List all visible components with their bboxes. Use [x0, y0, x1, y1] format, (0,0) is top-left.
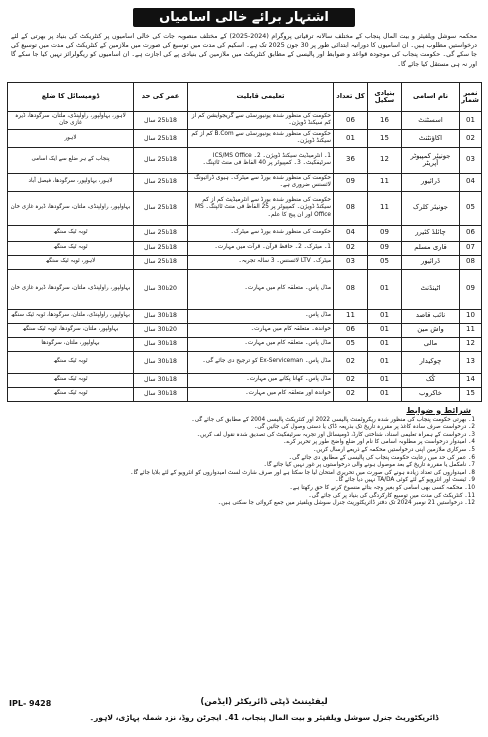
cell-serial: 15: [460, 387, 482, 401]
cell-domicile: ٹوبہ ٹیک سنگھ: [8, 387, 134, 401]
vacancies-table: [7, 82, 482, 402]
cell-count: 36: [334, 147, 368, 173]
cell-post: اسسٹنٹ: [402, 112, 460, 130]
cell-age: 18تا25 سال: [134, 173, 188, 191]
cell-count: 02: [334, 241, 368, 255]
table-row: [8, 129, 482, 147]
cell-age: 18تا25 سال: [134, 129, 188, 147]
cell-qualification: مڈل پاس۔ متعلقہ کام میں مہارت۔: [188, 269, 334, 309]
cell-serial: 04: [460, 173, 482, 191]
cell-serial: 05: [460, 191, 482, 225]
cell-post: اکاؤنٹنٹ: [402, 129, 460, 147]
cell-serial: 13: [460, 351, 482, 373]
office-address: ڈائریکٹوریٹ جنرل سوشل ویلفیئر و بیت المال پنجاب، 41۔ ایجرٹن روڈ، نزد شملہ پہاڑی، لاہور۔: [89, 713, 439, 722]
cell-domicile: ٹوبہ ٹیک سنگھ: [8, 351, 134, 373]
cell-domicile: ٹوبہ ٹیک سنگھ: [8, 225, 134, 241]
cell-qualification: 1۔ انٹرمیڈیٹ سیکنڈ ڈویژن۔ 2۔ ICS/MS Office سرٹیفکیٹ۔ 3۔ کمپیوٹر پر 40 الفاظ فی منٹ ٹائپنگ۔: [188, 147, 334, 173]
cell-qualification: 1۔ میٹرک۔ 2۔ حافظ قرآن۔ قرآت میں مہارت۔: [188, 241, 334, 255]
cell-age: 20تا30 سال: [134, 323, 188, 337]
header-count: کل تعداد: [334, 83, 368, 112]
cell-domicile: لاہور: [8, 129, 134, 147]
header-post: نام اسامی: [402, 83, 460, 112]
cell-count: 03: [334, 255, 368, 269]
cell-age: 18تا30 سال: [134, 309, 188, 323]
table-row: [8, 351, 482, 373]
cell-qualification: خواندہ۔ متعلقہ کام میں مہارت۔: [188, 323, 334, 337]
cell-count: 11: [334, 309, 368, 323]
cell-post: نائب قاصد: [402, 309, 460, 323]
term-item: 9۔ ٹیسٹ اور انٹرویو کے لئے کوئی TA/DA نہیں دیا جائے گا۔: [335, 477, 475, 484]
header-scale: بنیادی سکیل: [368, 83, 402, 112]
signatory-title: لیفٹیننٹ ڈپٹی ڈائریکٹر (ایڈمن): [200, 697, 328, 707]
cell-count: 04: [334, 225, 368, 241]
cell-domicile: لاہور، بہاولپور، سرگودھا، فیصل آباد: [8, 173, 134, 191]
cell-qualification: حکومت کی منظور شدہ یونیورسٹی سے B.Com کم از کم سیکنڈ ڈویژن۔: [188, 129, 334, 147]
table-header-row: [8, 83, 482, 112]
cell-post: جونیئر کمپیوٹر آپریٹر: [402, 147, 460, 173]
cell-age: 18تا25 سال: [134, 112, 188, 130]
cell-domicile: پنجاب کے ہر ضلع سے ایک اسامی: [8, 147, 134, 173]
cell-serial: 03: [460, 147, 482, 173]
cell-count: 08: [334, 269, 368, 309]
cell-qualification: حکومت کی منظور شدہ بورڈ سے میٹرک۔ ہیوی ڈرائیونگ لائسنس ضروری ہے۔: [188, 173, 334, 191]
cell-post: جونیئر کلرک: [402, 191, 460, 225]
cell-scale: 01: [368, 337, 402, 351]
cell-qualification: مڈل پاس۔ کھانا پکانے میں مہارت۔: [188, 373, 334, 387]
title-banner: [7, 6, 481, 28]
cell-serial: 11: [460, 323, 482, 337]
table-row: [8, 147, 482, 173]
cell-qualification: حکومت کی منظور شدہ یونیورسٹی سے گریجوایشن کم از کم سیکنڈ ڈویژن۔: [188, 112, 334, 130]
table-row: [8, 309, 482, 323]
cell-count: 01: [334, 129, 368, 147]
header-qualification: تعلیمی قابلیت: [188, 83, 334, 112]
cell-count: 09: [334, 173, 368, 191]
cell-post: قاری مسلم: [402, 241, 460, 255]
cell-post: واش مین: [402, 323, 460, 337]
cell-domicile: لاہور، ٹوبہ ٹیک سنگھ: [8, 255, 134, 269]
page-title: اشتہار برائے خالی اسامیاں: [133, 8, 355, 27]
cell-scale: 01: [368, 351, 402, 373]
cell-domicile: بہاولپور، ملتان، سرگودھا، ٹوبہ ٹیک سنگھ: [8, 323, 134, 337]
cell-serial: 09: [460, 269, 482, 309]
cell-post: کُک: [402, 373, 460, 387]
cell-age: 18تا25 سال: [134, 147, 188, 173]
term-item: 5۔ سرکاری ملازمین اپنی درخواستیں محکمہ کے ذریعے ارسال کریں۔: [312, 447, 475, 453]
cell-serial: 08: [460, 255, 482, 269]
cell-qualification: مڈل پاس۔: [188, 309, 334, 323]
cell-scale: 01: [368, 269, 402, 309]
cell-scale: 01: [368, 323, 402, 337]
table-row: [8, 112, 482, 130]
cell-domicile: بہاولپور، راولپنڈی، ملتان، سرگودھا، ڈیرہ غازی خان: [8, 191, 134, 225]
table-row: [8, 269, 482, 309]
cell-serial: 06: [460, 225, 482, 241]
term-item: 7۔ نامکمل یا مقررہ تاریخ کے بعد موصول ہونے والی درخواستوں پر غور نہیں کیا جائے گا۔: [263, 462, 475, 469]
cell-serial: 10: [460, 309, 482, 323]
cell-age: 18تا25 سال: [134, 241, 188, 255]
term-item: 2۔ درخواست صرف سادہ کاغذ پر مقررہ تاریخ تک بذریعہ ڈاک یا دستی وصول کی جائیں گی۔: [253, 424, 475, 431]
cell-domicile: ٹوبہ ٹیک سنگھ: [8, 241, 134, 255]
table-row: [8, 173, 482, 191]
cell-post: ڈرائیور: [402, 255, 460, 269]
intro-paragraph: محکمہ سوشل ویلفیئر و بیت المال پنجاب کے مختلف سالانہ ترقیاتی پروگرام (2024-2025) کے مختلف منصوبہ جات کی خالی اسامیوں پر کنٹریکٹ کی بنیاد پر بھرتی کے لئے درخواستیں مطلوب ہیں۔ ان اسامیوں کا دورانیہ ابتدائی طور پر 30 جون 2025 تک ہے۔ اسکیم کی مدت میں توسیع کی صورت میں ملازمین کے کنٹریکٹ کی مدت میں توسیع کی جا سکے گی۔ حکومت پنجاب کی موجودہ قواعد و ضوابط اور پالیسی کے مطابق کنٹریکٹ میں ملازمین کی بنیادی پے کی اجازت ہے۔ ان اسامیوں کو ریگولرائز نہیں کیا جا سکے گا اور نہ ہی مستقل کیا جائے گا۔: [11, 33, 477, 68]
cell-post: چوکیدار: [402, 351, 460, 373]
cell-count: 02: [334, 373, 368, 387]
term-item: 4۔ امیدوار درخواست پر مطلوبہ اسامی کا نام اور ضلع واضح طور پر تحریر کرے۔: [283, 439, 475, 446]
cell-serial: 07: [460, 241, 482, 255]
ipl-reference: IPL- 9428: [9, 699, 52, 708]
cell-scale: 09: [368, 241, 402, 255]
cell-qualification: مڈل پاس۔ Ex-Serviceman کو ترجیح دی جائے گی۔: [188, 351, 334, 373]
table-row: [8, 323, 482, 337]
cell-qualification: حکومت کی منظور شدہ بورڈ سے انٹرمیڈیٹ کم از کم سیکنڈ ڈویژن۔ کمپیوٹر پر 25 الفاظ فی منٹ ٹائپنگ۔ MS Office اور ان پیج کا علم۔: [188, 191, 334, 225]
header-domicile: ڈومیسائل کا ضلع: [8, 83, 134, 112]
term-item: 8۔ امیدواروں کی تعداد زیادہ ہونے کی صورت میں تحریری امتحان لیا جا سکتا ہے اور صرف شارٹ لسٹ امیدواروں کو انٹرویو کے لئے بلایا جائے گا۔: [130, 469, 475, 476]
cell-serial: 12: [460, 337, 482, 351]
term-item: 1۔ بھرتی حکومت پنجاب کی منظور شدہ ریکروٹمنٹ پالیسی 2022 اور کنٹریکٹ پالیسی 2004 کے مطابق کی جائے گی۔: [191, 416, 475, 423]
cell-scale: 09: [368, 225, 402, 241]
cell-scale: 01: [368, 373, 402, 387]
cell-post: ڈرائیور: [402, 173, 460, 191]
cell-domicile: بہاولپور، راولپنڈی، ملتان، سرگودھا، ٹوبہ ٹیک سنگھ: [8, 309, 134, 323]
cell-post: مالی: [402, 337, 460, 351]
cell-post: اٹینڈنٹ: [402, 269, 460, 309]
cell-count: 02: [334, 387, 368, 401]
cell-qualification: میٹرک۔ LTV لائسنس۔ 3 سالہ تجربہ۔: [188, 255, 334, 269]
cell-scale: 16: [368, 112, 402, 130]
cell-age: 18تا30 سال: [134, 373, 188, 387]
table-row: [8, 387, 482, 401]
cell-domicile: ٹوبہ ٹیک سنگھ: [8, 373, 134, 387]
cell-serial: 02: [460, 129, 482, 147]
term-item: 11۔ کنٹریکٹ کی مدت میں توسیع کارکردگی کی بنیاد پر کی جائے گی۔: [308, 492, 475, 499]
term-item: 3۔ درخواست کے ہمراہ تعلیمی اسناد، شناختی کارڈ، ڈومیسائل اور تجربہ سرٹیفکیٹ کی تصدیق شدہ نقول لف کریں۔: [196, 431, 475, 438]
cell-post: چائلڈ کئیرر: [402, 225, 460, 241]
cell-count: 06: [334, 112, 368, 130]
table-row: [8, 241, 482, 255]
cell-age: 18تا25 سال: [134, 225, 188, 241]
header-serial: نمبر شمار: [460, 83, 482, 112]
cell-qualification: مڈل پاس۔ متعلقہ کام میں مہارت۔: [188, 337, 334, 351]
table-row: [8, 337, 482, 351]
terms-list: [13, 417, 475, 508]
cell-count: 08: [334, 191, 368, 225]
cell-age: 18تا25 سال: [134, 191, 188, 225]
cell-serial: 01: [460, 112, 482, 130]
cell-age: 18تا30 سال: [134, 387, 188, 401]
cell-age: 18تا25 سال: [134, 255, 188, 269]
terms-heading: شرائط و ضوابط: [406, 405, 471, 415]
cell-scale: 12: [368, 147, 402, 173]
table-row: [8, 225, 482, 241]
cell-domicile: لاہور، بہاولپور، راولپنڈی، ملتان، سرگودھا، ڈیرہ غازی خان: [8, 112, 134, 130]
cell-domicile: بہاولپور، ملتان، سرگودھا: [8, 337, 134, 351]
table-row: [8, 191, 482, 225]
term-item: 6۔ عمر کی حد میں رعایت حکومت پنجاب کی پالیسی کے مطابق دی جائے گی۔: [288, 454, 475, 461]
cell-age: 18تا30 سال: [134, 337, 188, 351]
table-row: [8, 255, 482, 269]
cell-scale: 15: [368, 129, 402, 147]
cell-domicile: بہاولپور، راولپنڈی، ملتان، سرگودھا، ڈیرہ غازی خان: [8, 269, 134, 309]
cell-scale: 05: [368, 255, 402, 269]
cell-qualification: خواندہ اور متعلقہ کام میں مہارت۔: [188, 387, 334, 401]
cell-serial: 14: [460, 373, 482, 387]
term-item: 12۔ درخواستیں 21 نومبر 2024 تک دفتر ڈائریکٹوریٹ جنرل سوشل ویلفیئر میں جمع کروائی جا سکتی ہیں۔: [217, 500, 475, 507]
cell-scale: 11: [368, 173, 402, 191]
cell-post: خاکروب: [402, 387, 460, 401]
signature-block: [87, 697, 441, 722]
footer: [7, 697, 481, 731]
cell-count: 06: [334, 323, 368, 337]
cell-qualification: حکومت کی منظور شدہ بورڈ سے میٹرک۔: [188, 225, 334, 241]
header-age: عمر کی حد: [134, 83, 188, 112]
table-row: [8, 373, 482, 387]
cell-count: 02: [334, 351, 368, 373]
cell-scale: 11: [368, 191, 402, 225]
cell-count: 05: [334, 337, 368, 351]
term-item: 10۔ محکمہ کسی بھی اسامی کو بغیر وجہ بتائے منسوخ کرنے کا حق رکھتا ہے۔: [289, 484, 475, 491]
cell-age: 18تا30 سال: [134, 351, 188, 373]
cell-scale: 01: [368, 387, 402, 401]
cell-scale: 01: [368, 309, 402, 323]
cell-age: 20تا30 سال: [134, 269, 188, 309]
